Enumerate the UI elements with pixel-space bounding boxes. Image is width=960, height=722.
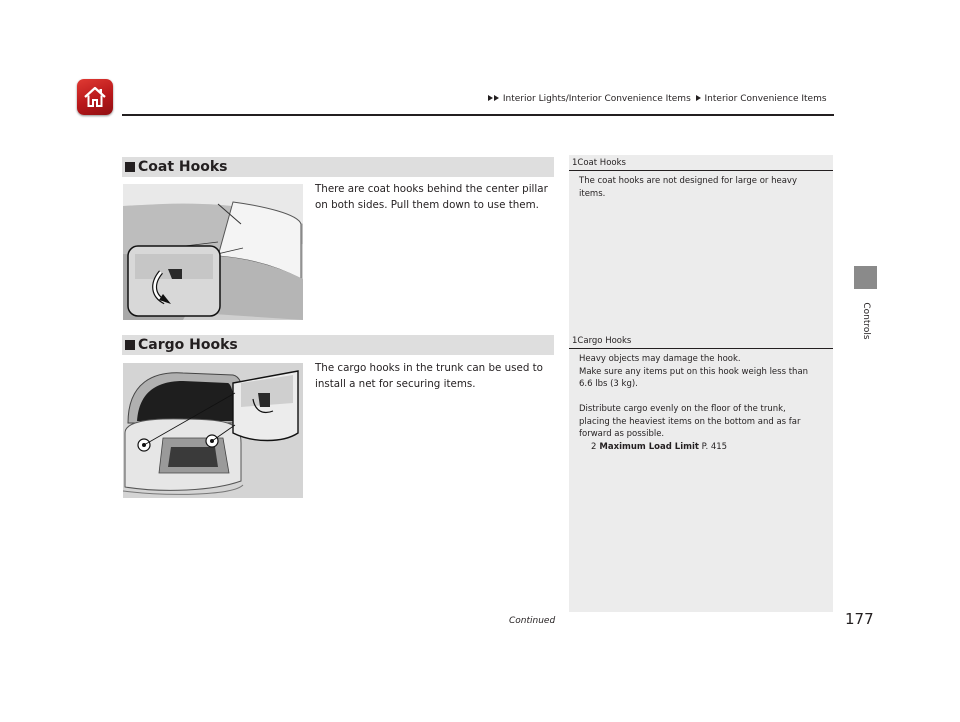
breadcrumb-link-2[interactable]: Interior Convenience Items (704, 94, 827, 104)
note-line (579, 391, 829, 404)
breadcrumb-link-1[interactable]: Interior Lights/Interior Convenience Items (502, 94, 691, 104)
section-tab[interactable] (851, 292, 881, 350)
reference-link[interactable]: Maximum Load Limit (599, 441, 699, 452)
note-title-cargo-hooks (572, 336, 631, 346)
breadcrumb-arrow-icon (494, 95, 499, 101)
note-line: items. (579, 188, 606, 199)
reference-page: P. 415 (701, 441, 728, 452)
coat-hook-illustration (123, 184, 303, 320)
section-square-icon (125, 340, 135, 350)
note-marker: 1 (572, 336, 578, 346)
section-title: Coat Hooks (138, 159, 228, 175)
page-number: 177 (845, 610, 874, 628)
section-heading-coat-hooks (122, 157, 554, 177)
note-body-coat-hooks (579, 175, 829, 200)
note-line: Distribute cargo evenly on the floor of the trunk, (579, 404, 786, 414)
text-line: The cargo hooks in the trunk can be used to (315, 362, 543, 374)
note-title-text: Coat Hooks (577, 158, 626, 168)
note-line: 6.6 lbs (3 kg). (579, 379, 638, 389)
text-line: install a net for securing items. (315, 378, 476, 390)
section-tab-marker[interactable] (854, 266, 877, 289)
breadcrumb (488, 94, 827, 104)
cargo-hooks-description (315, 360, 555, 392)
note-title-text: Cargo Hooks (577, 336, 632, 346)
note-line: The coat hooks are not designed for large or heavy (579, 176, 797, 186)
cross-reference[interactable] (579, 441, 829, 454)
section-square-icon (125, 162, 135, 172)
cargo-hook-illustration (123, 363, 303, 498)
home-icon (82, 84, 108, 110)
note-body-cargo-hooks (579, 353, 829, 453)
note-line: forward as possible. (579, 429, 665, 439)
home-button[interactable] (77, 79, 113, 115)
note-line: placing the heaviest items on the bottom and as far (579, 416, 801, 427)
note-rule (569, 348, 833, 349)
breadcrumb-arrow-icon (696, 95, 701, 101)
text-line: on both sides. Pull them down to use them. (315, 199, 539, 211)
section-title: Cargo Hooks (138, 337, 238, 353)
header-rule (122, 114, 834, 116)
note-marker: 1 (572, 158, 578, 168)
section-tab-label: Controls (861, 302, 871, 340)
note-line: Heavy objects may damage the hook. (579, 354, 741, 364)
reference-arrow-icon: 2 (591, 441, 597, 452)
coat-hooks-description (315, 181, 555, 213)
note-title-coat-hooks (572, 158, 626, 168)
note-rule (569, 170, 833, 171)
section-heading-cargo-hooks (122, 335, 554, 355)
continued-label: Continued (509, 616, 556, 626)
text-line: There are coat hooks behind the center pillar (315, 183, 548, 195)
note-line: Make sure any items put on this hook weigh less than (579, 366, 809, 377)
breadcrumb-arrow-icon (488, 95, 493, 101)
